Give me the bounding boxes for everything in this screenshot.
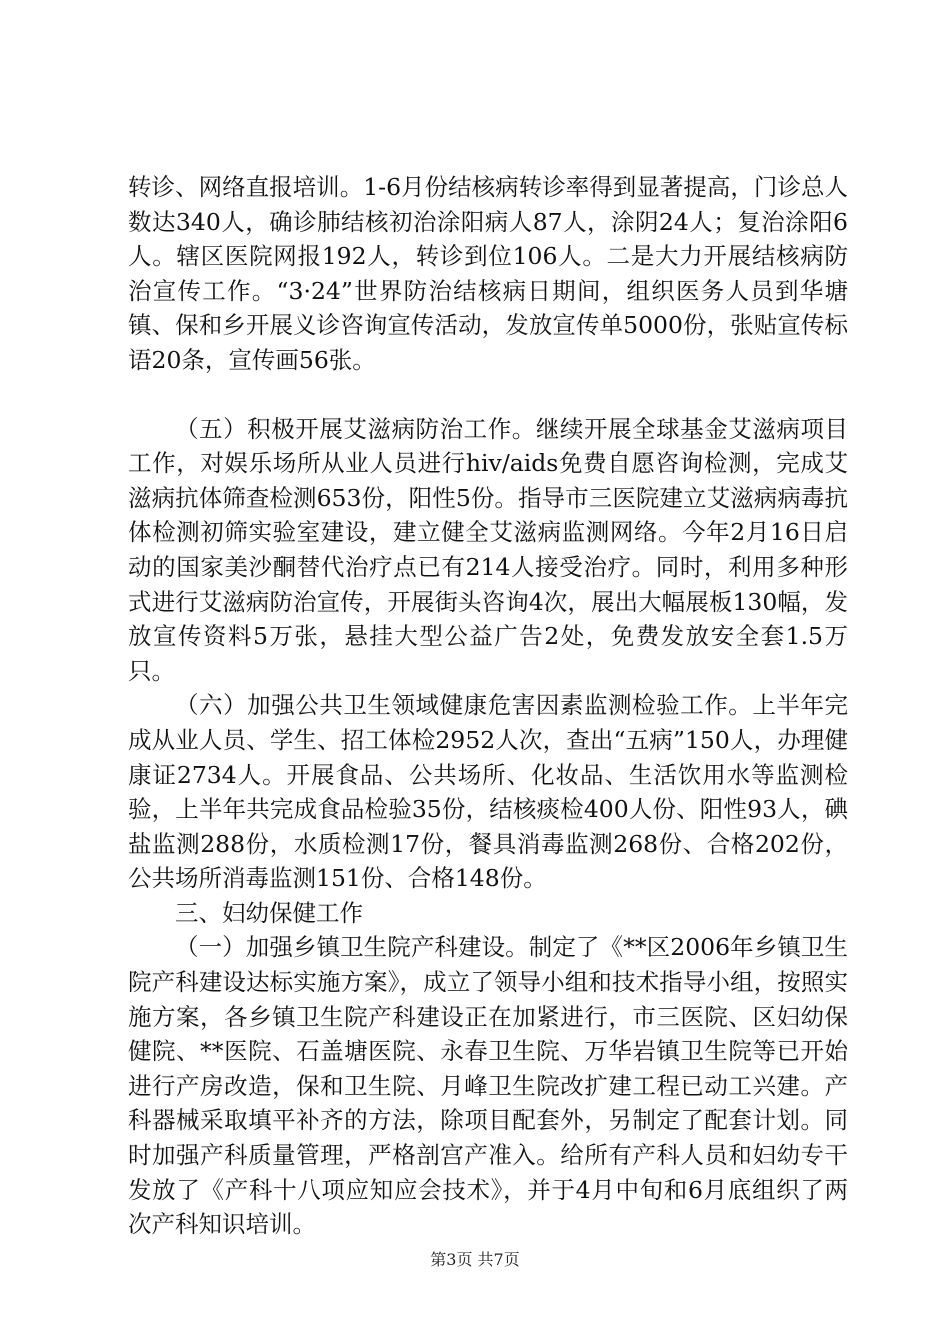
section-heading-maternal-child-health: 三、妇幼保健工作 <box>175 898 363 927</box>
page-number-footer: 第3页 共7页 <box>430 1250 520 1269</box>
paragraph-gap <box>128 378 848 412</box>
paragraph-health-monitoring: （六）加强公共卫生领域健康危害因素监测检验工作。上半年完成从业人员、学生、招工体检2952人次，查出“五病”150人，办理健康证2734人。开展食品、公共场所、化妆品、生活饮用水等监测检验，上半年共完成食品检验35份，结核痰检400人份、阳性93人，碘盐监测288份，水质检测17份，餐具消毒监测268份、合格202份，公共场所消毒监测151份、合格148份。 <box>128 691 848 893</box>
paragraph-aids-prevention: （五）积极开展艾滋病防治工作。继续开展全球基金艾滋病项目工作，对娱乐场所从业人员进行hiv/aids免费自愿咨询检测，完成艾滋病抗体筛查检测653份，阳性5份。指导市三医院建立艾滋病病毒抗体检测初筛实验室建设，建立健全艾滋病监测网络。今年2月16日启动的国家美沙酮替代治疗点已有214人接受治疗。同时，利用多种形式进行艾滋病防治宣传，开展街头咨询4次，展出大幅展板130幅，发放宣传资料5万张，悬挂大型公益广告2处，免费发放安全套1.5万只。 <box>128 414 848 685</box>
paragraph-tuberculosis-training: 转诊、网络直报培训。1-6月份结核病转诊率得到显著提高，门诊总人数达340人，确诊肺结核初治涂阳病人87人，涂阴24人；复治涂阳6人。辖区医院网报192人，转诊到位106人。二是大力开展结核病防治宣传工作。“3·24”世界防治结核病日期间，组织医务人员到华塘镇、保和乡开展义诊咨询宣传活动，发放宣传单5000份，张贴宣传标语20条，宣传画56张。 <box>128 173 848 374</box>
paragraph-obstetrics-construction: （一）加强乡镇卫生院产科建设。制定了《**区2006年乡镇卫生院产科建设达标实施方案》，成立了领导小组和技术指导小组，按照实施方案，各乡镇卫生院产科建设正在加紧进行，市三医院、区妇幼保健院、**医院、石盖塘医院、永春卫生院、万华岩镇卫生院等已开始进行产房改造，保和卫生院、月峰卫生院改扩建工程已动工兴建。产科器械采取填平补齐的方法，除项目配套外，另制定了配套计划。同时加强产科质量管理，严格剖宫产准入。给所有产科人员和妇幼专干发放了《产科十八项应知应会技术》，并于4月中旬和6月底组织了两次产科知识培训。 <box>128 933 848 1239</box>
document-body <box>128 170 848 1242</box>
